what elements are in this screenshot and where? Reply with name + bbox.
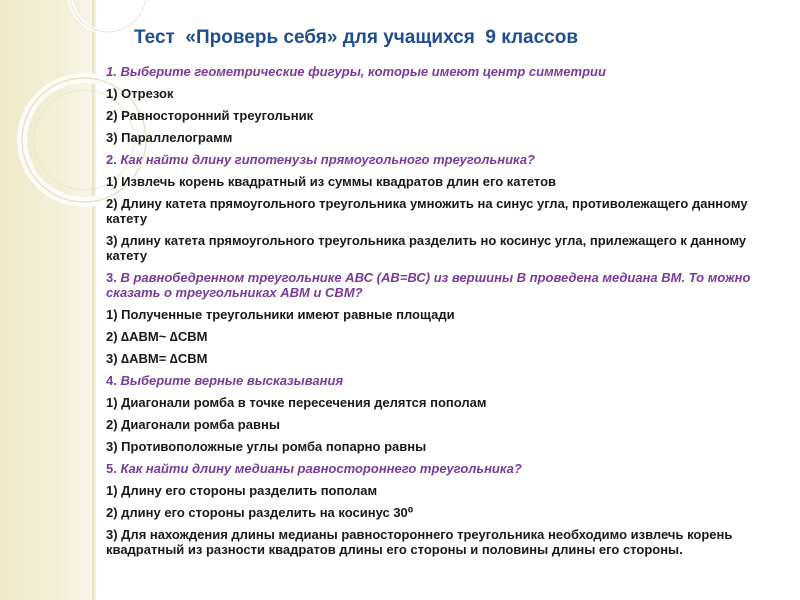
answer-option: 2) ∆АВМ~ ∆СВМ xyxy=(106,329,208,344)
question xyxy=(106,373,786,388)
question-text: Как найти длину гипотенузы прямоугольного треугольника? xyxy=(120,152,535,167)
slide-title: Тест «Проверь себя» для учащихся 9 классов xyxy=(134,27,579,48)
answer-option: 3) длину катета прямоугольного треугольника разделить но косинус угла, прилежащего к данному катету xyxy=(106,233,747,263)
answer-option: 3) ∆АВМ= ∆СВМ xyxy=(106,351,208,366)
test-content xyxy=(106,64,786,564)
answer-option: 2) Длину катета прямоугольного треугольника умножить на синус угла, противолежащего данному катету xyxy=(106,196,748,226)
question xyxy=(106,461,786,476)
answer-option: 3) Противоположные углы ромба попарно равны xyxy=(106,439,427,454)
answer-option: 3) Для нахождения длины медианы равностороннего треугольника необходимо извлечь корень квадратный из разности квадратов длины его стороны и половины длины его стороны. xyxy=(106,527,733,557)
question xyxy=(106,270,786,300)
answer-option: 1) Полученные треугольники имеют равные площади xyxy=(106,307,455,322)
question-number: 1. xyxy=(106,64,117,79)
answer-option: 2) Равносторонний треугольник xyxy=(106,108,314,123)
question xyxy=(106,152,786,167)
question-text: В равнобедренном треугольнике АВС (АВ=ВС) из вершины В проведена медиана ВМ. То можно сказать о треугольниках АВМ и СВМ? xyxy=(106,270,751,300)
answer-option: 1) Длину его стороны разделить пополам xyxy=(106,483,378,498)
question xyxy=(106,64,786,79)
answer-option: 2) длину его стороны разделить на косинус 30⁰ xyxy=(106,505,414,520)
question-text: Как найти длину медианы равностороннего треугольника? xyxy=(120,461,522,476)
question-text: Выберите верные высказывания xyxy=(120,373,344,388)
question-number: 4. xyxy=(106,373,117,388)
question-number: 3. xyxy=(106,270,117,285)
question-number: 5. xyxy=(106,461,117,476)
question-number: 2. xyxy=(106,152,117,167)
answer-option: 2) Диагонали ромба равны xyxy=(106,417,280,432)
answer-option: 1) Отрезок xyxy=(106,86,174,101)
answer-option: 1) Извлечь корень квадратный из суммы квадратов длин его катетов xyxy=(106,174,557,189)
answer-option: 1) Диагонали ромба в точке пересечения делятся пополам xyxy=(106,395,487,410)
question-text: Выберите геометрические фигуры, которые имеют центр симметрии xyxy=(120,64,606,79)
answer-option: 3) Параллелограмм xyxy=(106,130,233,145)
